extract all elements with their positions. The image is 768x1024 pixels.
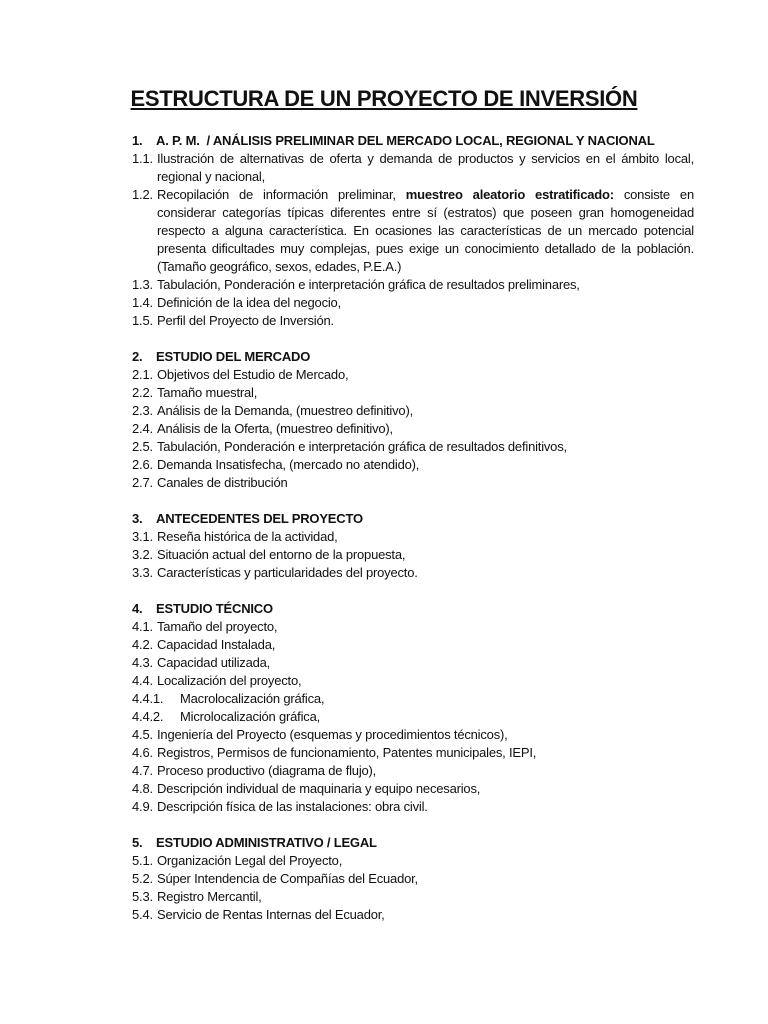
section-title: ESTUDIO ADMINISTRATIVO / LEGAL <box>156 835 377 850</box>
item-text: Ilustración de alternativas de oferta y demanda de productos y servicios en el ámbito local, regional y nacional, <box>157 151 694 184</box>
list-item <box>132 402 694 420</box>
section-number: 4. <box>132 601 143 616</box>
item-number: 4.2. <box>132 637 153 652</box>
item-number: 2.2. <box>132 385 153 400</box>
list-item <box>132 726 694 744</box>
list-item <box>132 672 694 690</box>
item-number: 4.4.2. <box>132 709 164 724</box>
section-heading <box>132 510 694 528</box>
item-number: 2.5. <box>132 439 153 454</box>
item-text: Ingeniería del Proyecto (esquemas y procedimientos técnicos), <box>157 727 508 742</box>
list-item <box>132 780 694 798</box>
list-item <box>132 852 694 870</box>
item-number: 4.7. <box>132 763 153 778</box>
list-item <box>132 312 694 330</box>
item-text: Descripción individual de maquinaria y equipo necesarios, <box>157 781 481 796</box>
item-text: Tamaño del proyecto, <box>157 619 278 634</box>
item-text: Proceso productivo (diagrama de flujo), <box>157 763 377 778</box>
item-number: 4.9. <box>132 799 153 814</box>
section-1 <box>132 132 694 330</box>
document-title: ESTRUCTURA DE UN PROYECTO DE INVERSIÓN <box>130 86 638 111</box>
item-text-part: consiste en considerar categorías típicas diferentes entre sí (estratos) que poseen gran homogeneidad respecto a alguna característica. En ocasiones las características de un mercado potencial presenta dificultades muy complejas, pues exige un conocimiento detallado de la población. (Tamaño geográfico, sexos, edades, P.E.A.) <box>157 187 694 274</box>
item-number: 2.7. <box>132 475 153 490</box>
item-text: Capacidad utilizada, <box>157 655 271 670</box>
section-title: ANTECEDENTES DEL PROYECTO <box>156 511 363 526</box>
item-number: 5.1. <box>132 853 153 868</box>
item-text: Características y particularidades del proyecto. <box>157 565 418 580</box>
list-item <box>132 636 694 654</box>
item-text: Descripción física de las instalaciones: obra civil. <box>157 799 428 814</box>
item-text: Objetivos del Estudio de Mercado, <box>157 367 349 382</box>
section-3 <box>132 510 694 582</box>
list-item <box>132 906 694 924</box>
item-number: 4.1. <box>132 619 153 634</box>
item-number: 4.3. <box>132 655 153 670</box>
list-item <box>132 456 694 474</box>
item-number: 4.4. <box>132 673 153 688</box>
item-number: 1.3. <box>132 277 153 292</box>
section-number: 2. <box>132 349 143 364</box>
item-number: 3.2. <box>132 547 153 562</box>
section-title: ESTUDIO TÉCNICO <box>156 601 273 616</box>
item-text: Tamaño muestral, <box>157 385 258 400</box>
section-number: 3. <box>132 511 143 526</box>
list-item <box>132 474 694 492</box>
item-text: Registro Mercantil, <box>157 889 262 904</box>
item-number: 1.5. <box>132 313 153 328</box>
item-number: 2.1. <box>132 367 153 382</box>
section-heading <box>132 600 694 618</box>
item-text: Reseña histórica de la actividad, <box>157 529 338 544</box>
list-item <box>132 384 694 402</box>
item-text: Perfil del Proyecto de Inversión. <box>157 313 334 328</box>
list-item <box>132 150 694 186</box>
section-4 <box>132 600 694 816</box>
list-item <box>132 564 694 582</box>
list-item <box>132 762 694 780</box>
item-number: 4.8. <box>132 781 153 796</box>
item-text: Canales de distribución <box>157 475 288 490</box>
item-number: 2.3. <box>132 403 153 418</box>
item-text: Análisis de la Oferta, (muestreo definitivo), <box>157 421 393 436</box>
item-text-emphasis: muestreo aleatorio estratificado: <box>405 187 614 202</box>
item-number: 3.3. <box>132 565 153 580</box>
list-item <box>132 654 694 672</box>
item-number: 1.2. <box>132 187 153 202</box>
item-text <box>157 186 694 276</box>
item-number: 1.4. <box>132 295 153 310</box>
list-item <box>132 744 694 762</box>
item-text: Análisis de la Demanda, (muestreo definitivo), <box>157 403 413 418</box>
item-text: Localización del proyecto, <box>157 673 302 688</box>
item-text: Macrolocalización gráfica, <box>180 691 325 706</box>
list-item <box>132 798 694 816</box>
section-number: 5. <box>132 835 143 850</box>
item-number: 5.2. <box>132 871 153 886</box>
list-item <box>132 186 694 276</box>
list-item <box>132 420 694 438</box>
item-text: Capacidad Instalada, <box>157 637 276 652</box>
list-item <box>132 438 694 456</box>
list-item <box>132 294 694 312</box>
item-text: Situación actual del entorno de la propuesta, <box>157 547 406 562</box>
section-heading <box>132 348 694 366</box>
list-item <box>132 276 694 294</box>
item-text: Servicio de Rentas Internas del Ecuador, <box>157 907 385 922</box>
item-number: 1.1. <box>132 151 153 166</box>
item-text: Súper Intendencia de Compañías del Ecuador, <box>157 871 418 886</box>
section-heading <box>132 834 694 852</box>
item-number: 4.4.1. <box>132 691 164 706</box>
item-number: 4.6. <box>132 745 153 760</box>
list-item <box>132 366 694 384</box>
item-number: 3.1. <box>132 529 153 544</box>
item-text: Microlocalización gráfica, <box>180 709 321 724</box>
item-number: 2.4. <box>132 421 153 436</box>
item-text: Organización Legal del Proyecto, <box>157 853 343 868</box>
item-text: Registros, Permisos de funcionamiento, Patentes municipales, IEPI, <box>157 745 537 760</box>
list-item <box>132 708 694 726</box>
item-number: 2.6. <box>132 457 153 472</box>
item-text: Demanda Insatisfecha, (mercado no atendido), <box>157 457 420 472</box>
section-5 <box>132 834 694 924</box>
section-title: A. P. M. / ANÁLISIS PRELIMINAR DEL MERCADO LOCAL, REGIONAL Y NACIONAL <box>156 133 655 148</box>
section-2 <box>132 348 694 492</box>
item-text: Tabulación, Ponderación e interpretación gráfica de resultados preliminares, <box>157 277 580 292</box>
list-item <box>132 618 694 636</box>
list-item <box>132 528 694 546</box>
item-text: Definición de la idea del negocio, <box>157 295 341 310</box>
list-item <box>132 870 694 888</box>
item-text: Tabulación, Ponderación e interpretación gráfica de resultados definitivos, <box>157 439 567 454</box>
section-title: ESTUDIO DEL MERCADO <box>156 349 311 364</box>
item-number: 5.3. <box>132 889 153 904</box>
list-item <box>132 546 694 564</box>
item-number: 5.4. <box>132 907 153 922</box>
item-number: 4.5. <box>132 727 153 742</box>
item-text-part: Recopilación de información preliminar, <box>157 187 406 202</box>
section-number: 1. <box>132 133 143 148</box>
section-heading <box>132 132 694 150</box>
document-body <box>132 132 694 942</box>
list-item <box>132 690 694 708</box>
list-item <box>132 888 694 906</box>
